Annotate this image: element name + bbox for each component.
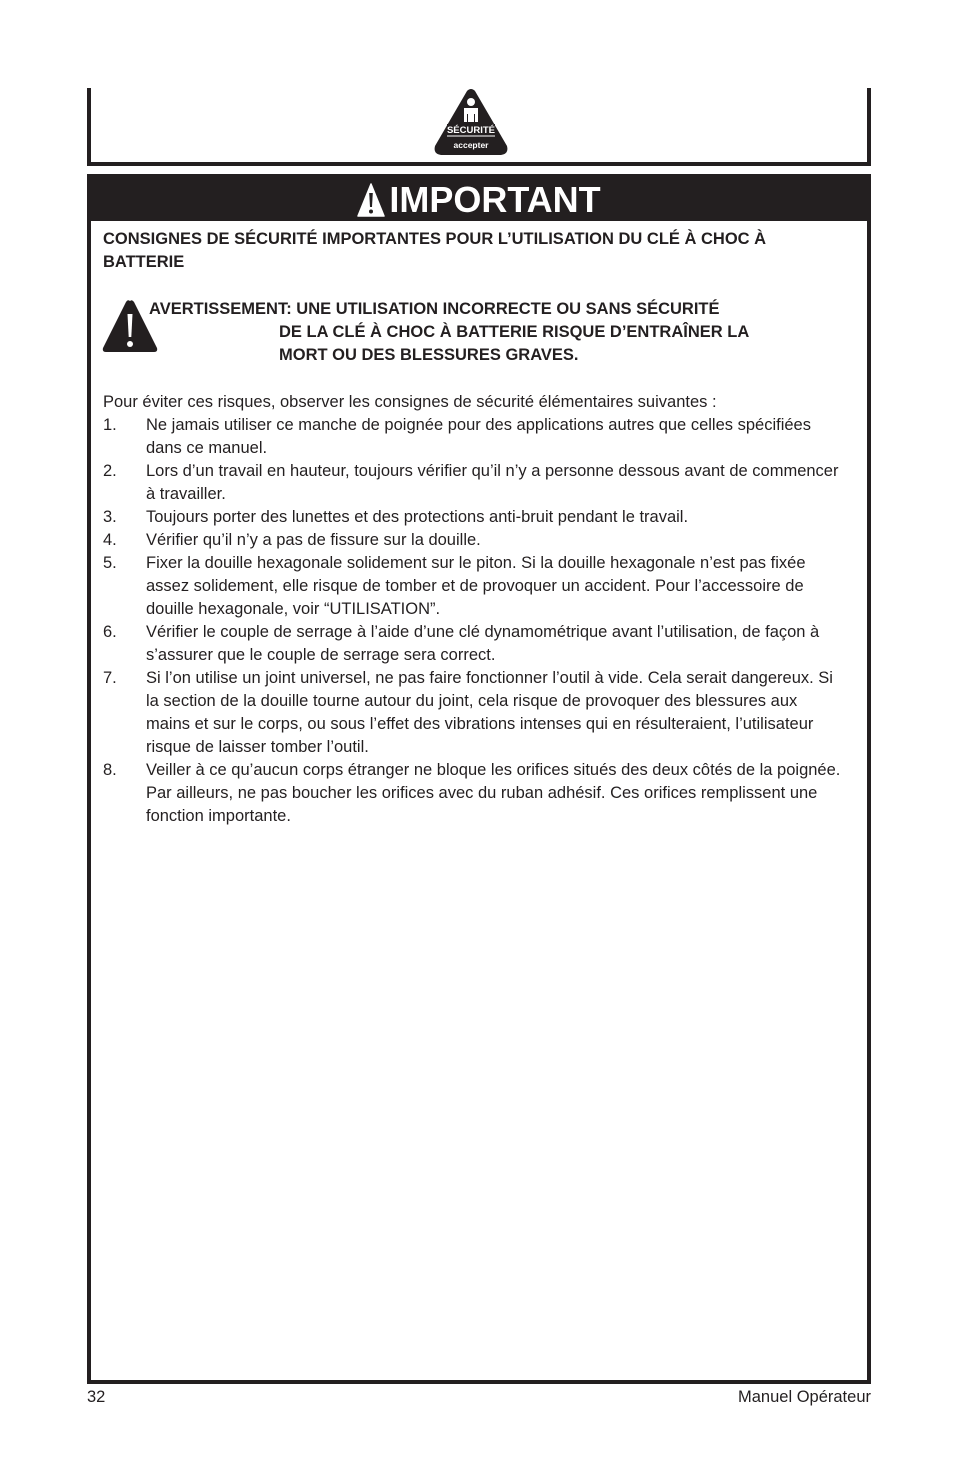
list-item [103,460,843,506]
important-frame [87,174,871,1384]
header-title: IMPORTANT [389,179,601,220]
list-item [103,667,843,759]
list-item [103,529,843,552]
warning-line-3: MORT OU DES BLESSURES GRAVES. [279,346,579,364]
important-header [91,178,867,221]
item-text: Fixer la douille hexagonale solidement sur le piton. Si la douille hexagonale n’est pas fixée assez solidement, elle risque de tomber et de provoquer un accident. Pour l’accessoire de douille hexagonale, voir “UTILISATION”. [146,554,806,618]
warning-line-1: AVERTISSEMENT: UNE UTILISATION INCORRECTE OU SANS SÉCURITÉ [149,300,720,318]
item-text: Vérifier le couple de serrage à l’aide d’une clé dynamométrique avant l’utilisation, de façon à s’assurer que le couple de serrage sera correct. [146,623,820,664]
list-item [103,621,843,667]
warning-block [99,298,859,370]
item-number: 2. [103,462,117,480]
item-number: 5. [103,554,117,572]
item-text: Si l’on utilise un joint universel, ne pas faire fonctionner l’outil à vide. Cela serait dangereux. Si la section de la douille tourne autour du joint, cela risque de provoquer des blessures aux mains et sur le corps, ou sous l’effet des vibrations intenses qui en résulteraient, l’utilisateur risque de laisser tomber l’outil. [146,669,833,756]
item-number: 7. [103,669,117,687]
item-number: 6. [103,623,117,641]
list-item [103,759,843,828]
intro-text: Pour éviter ces risques, observer les consignes de sécurité élémentaires suivantes : [103,393,717,411]
safety-badge [433,88,509,156]
item-text: Ne jamais utiliser ce manche de poignée pour des applications autres que celles spécifiées dans ce manuel. [146,416,811,457]
section-title: CONSIGNES DE SÉCURITÉ IMPORTANTES POUR L’UTILISATION DU CLÉ À CHOC À BATTERIE [103,230,767,271]
list-item [103,414,843,460]
badge-bottom-text: accepter [453,140,489,150]
item-text: Toujours porter des lunettes et des protections anti-bruit pendant le travail. [146,508,689,526]
footer-title: Manuel Opérateur [738,1388,871,1406]
item-text: Vérifier qu’il n’y a pas de fissure sur la douille. [146,531,481,549]
page-number: 32 [87,1388,106,1406]
item-number: 1. [103,416,117,434]
warning-line-2: DE LA CLÉ À CHOC À BATTERIE RISQUE D’ENTRAÎNER LA [279,323,750,341]
warning-triangle-icon [357,182,385,218]
safety-person-icon [433,88,509,156]
list-item [103,552,843,621]
item-text: Veiller à ce qu’aucun corps étranger ne bloque les orifices situés des deux côtés de la poignée. Par ailleurs, ne pas boucher les orifices avec du ruban adhésif. Ces orifices remplissent une fonction importante. [146,761,841,825]
item-number: 8. [103,761,117,779]
safety-list [103,414,843,828]
item-number: 3. [103,508,117,526]
list-item [103,506,843,529]
badge-top-text: SÉCURITÉ [446,125,496,136]
item-text: Lors d’un travail en hauteur, toujours vérifier qu’il n’y a personne dessous avant de commencer à travailler. [146,462,839,503]
item-number: 4. [103,531,117,549]
